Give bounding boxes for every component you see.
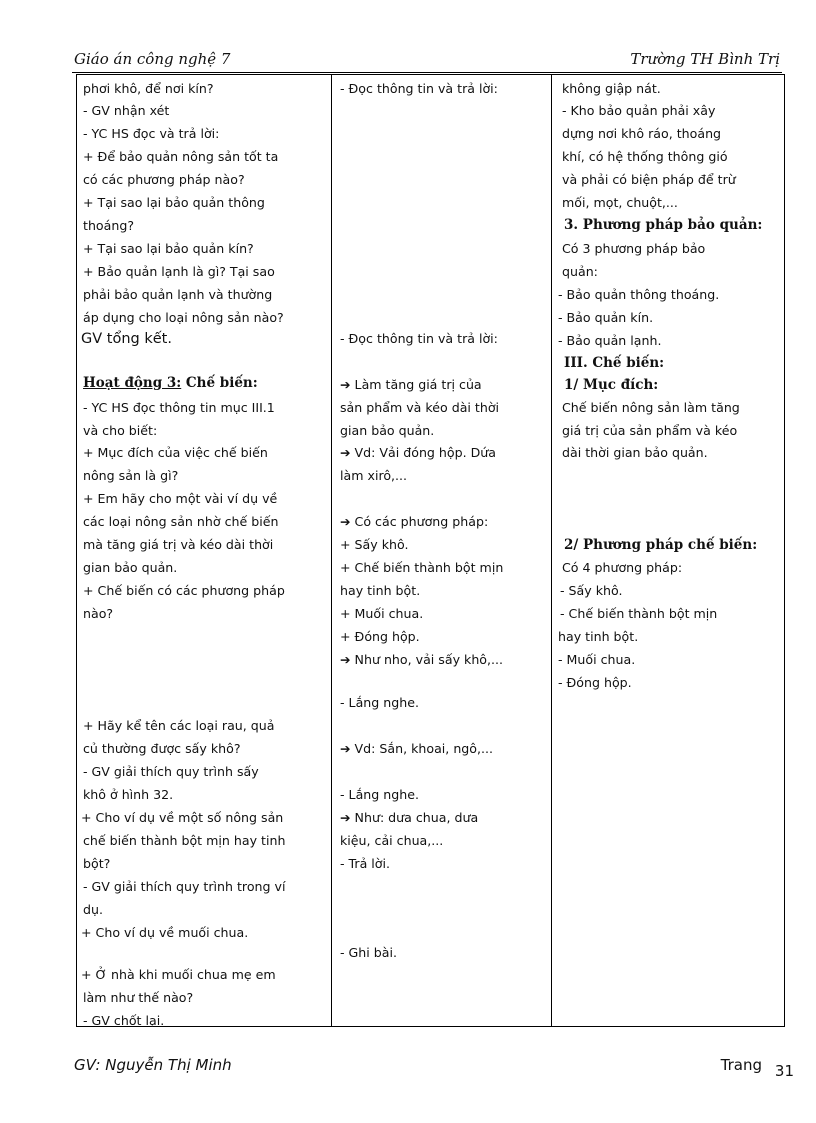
text-line: - Lắng nghe. [340, 695, 419, 710]
text-line: - Sấy khô. [560, 583, 623, 598]
text-line: làm xirô,... [340, 468, 408, 483]
text-line: + Cho ví dụ về muối chua. [81, 925, 249, 940]
text-line: và phải có biện pháp để trừ [562, 172, 736, 187]
text-line: + Chế biến thành bột mịn [340, 560, 504, 575]
text-line: + Đóng hộp. [340, 629, 420, 644]
text-line: + Em hãy cho một vài ví dụ về [83, 491, 278, 506]
text-line: - GV giải thích quy trình sấy [83, 764, 259, 779]
text-line: áp dụng cho loại nông sản nào? [83, 310, 284, 325]
text-line: GV tổng kết. [81, 331, 172, 347]
text-line: kiệu, cải chua,... [340, 833, 444, 848]
text-line: dài thời gian bảo quản. [562, 445, 708, 460]
text-line: - GV giải thích quy trình trong ví [83, 879, 286, 894]
text-line: nào? [83, 606, 114, 621]
text-line: - Ghi bài. [340, 945, 398, 960]
text-line: và cho biết: [83, 423, 158, 438]
text-line: + Tại sao lại bảo quản kín? [83, 241, 254, 256]
text-line: - Đọc thông tin và trả lời: [340, 331, 498, 346]
text-line: khô ở hình 32. [83, 787, 174, 802]
page-header [72, 50, 782, 73]
text-line: + Cho ví dụ về một số nông sản [81, 810, 284, 825]
section-heading: III. Chế biến: [564, 355, 665, 371]
text-line: phơi khô, để nơi kín? [83, 81, 214, 96]
text-line: + Muối chua. [340, 606, 424, 621]
footer-page-number: 31 [774, 1062, 794, 1080]
section-heading: 2/ Phương pháp chế biến: [564, 537, 758, 553]
activity-title: Chế biến: [185, 375, 258, 391]
footer-page-label: Trang [720, 1056, 762, 1074]
text-line: - Bảo quản thông thoáng. [558, 287, 720, 302]
text-line: mà tăng giá trị và kéo dài thời [83, 537, 274, 552]
text-line: khí, có hệ thống thông gió [562, 149, 728, 164]
text-line: - Lắng nghe. [340, 787, 419, 802]
text-line: + Ở nhà khi muối chua mẹ em [81, 967, 276, 982]
text-line: + Mục đích của việc chế biến [83, 445, 268, 460]
text-line: quản: [562, 264, 598, 279]
text-line: + Để bảo quản nông sản tốt ta [83, 149, 279, 164]
text-line: hay tinh bột. [558, 629, 639, 644]
text-line: dựng nơi khô ráo, thoáng [562, 126, 722, 141]
teacher-activities-column [77, 75, 332, 1026]
text-line: mối, mọt, chuột,... [562, 195, 678, 210]
text-line: - GV chốt lại. [83, 1013, 165, 1028]
lesson-table [76, 74, 785, 1027]
text-line: bột? [83, 856, 111, 871]
text-line: hay tinh bột. [340, 583, 421, 598]
text-line: các loại nông sản nhờ chế biến [83, 514, 279, 529]
text-line: - Chế biến thành bột mịn [560, 606, 718, 621]
text-line: Có 4 phương pháp: [562, 560, 683, 575]
text-line: - Bảo quản kín. [558, 310, 654, 325]
text-line: - Muối chua. [558, 652, 636, 667]
text-line: ➔ Làm tăng giá trị của [340, 377, 482, 392]
text-line: Có 3 phương pháp bảo [562, 241, 706, 256]
page-footer [72, 1056, 796, 1080]
text-line: dụ. [83, 902, 103, 917]
text-line: - Đọc thông tin và trả lời: [340, 81, 498, 96]
lesson-content-column [552, 75, 784, 1026]
text-line: - Kho bảo quản phải xây [562, 103, 716, 118]
text-line: sản phẩm và kéo dài thời [340, 400, 500, 415]
text-line: ➔ Như: dưa chua, dưa [340, 810, 479, 825]
text-line: thoáng? [83, 218, 135, 233]
text-line: Chế biến nông sản làm tăng [562, 400, 740, 415]
text-line: chế biến thành bột mịn hay tinh [83, 833, 286, 848]
text-line: củ thường được sấy khô? [83, 741, 241, 756]
text-line: gian bảo quản. [340, 423, 435, 438]
section-heading: 3. Phương pháp bảo quản: [564, 217, 763, 233]
text-line: giá trị của sản phẩm và kéo [562, 423, 738, 438]
section-heading: 1/ Mục đích: [564, 377, 659, 393]
text-line: nông sản là gì? [83, 468, 179, 483]
text-line: - Trả lời. [340, 856, 390, 871]
text-line: không giập nát. [562, 81, 661, 96]
text-line: - YC HS đọc thông tin mục III.1 [83, 400, 275, 415]
text-line: làm như thế nào? [83, 990, 194, 1005]
text-line: + Hãy kể tên các loại rau, quả [83, 718, 275, 733]
text-line: + Bảo quản lạnh là gì? Tại sao [83, 264, 275, 279]
text-line: ➔ Có các phương pháp: [340, 514, 489, 529]
activity-heading: Hoạt động 3: [83, 375, 182, 391]
footer-teacher: GV: Nguyễn Thị Minh [74, 1056, 232, 1074]
header-subject: Giáo án công nghệ 7 [74, 50, 231, 68]
text-line: có các phương pháp nào? [83, 172, 245, 187]
text-line: - GV nhận xét [83, 103, 170, 118]
text-line: - Đóng hộp. [558, 675, 632, 690]
text-line: + Chế biến có các phương pháp [83, 583, 285, 598]
text-line: - Bảo quản lạnh. [558, 333, 662, 348]
student-activities-column [332, 75, 552, 1026]
text-line: ➔ Vd: Vải đóng hộp. Dứa [340, 445, 497, 460]
text-line: + Tại sao lại bảo quản thông [83, 195, 265, 210]
header-school: Trường TH Bình Trị [630, 50, 780, 68]
text-line: + Sấy khô. [340, 537, 409, 552]
text-line: - YC HS đọc và trả lời: [83, 126, 220, 141]
text-line: gian bảo quản. [83, 560, 178, 575]
text-line: phải bảo quản lạnh và thường [83, 287, 273, 302]
heading-line [83, 375, 258, 391]
text-line: ➔ Như nho, vải sấy khô,... [340, 652, 504, 667]
text-line: ➔ Vd: Sắn, khoai, ngô,... [340, 741, 494, 756]
